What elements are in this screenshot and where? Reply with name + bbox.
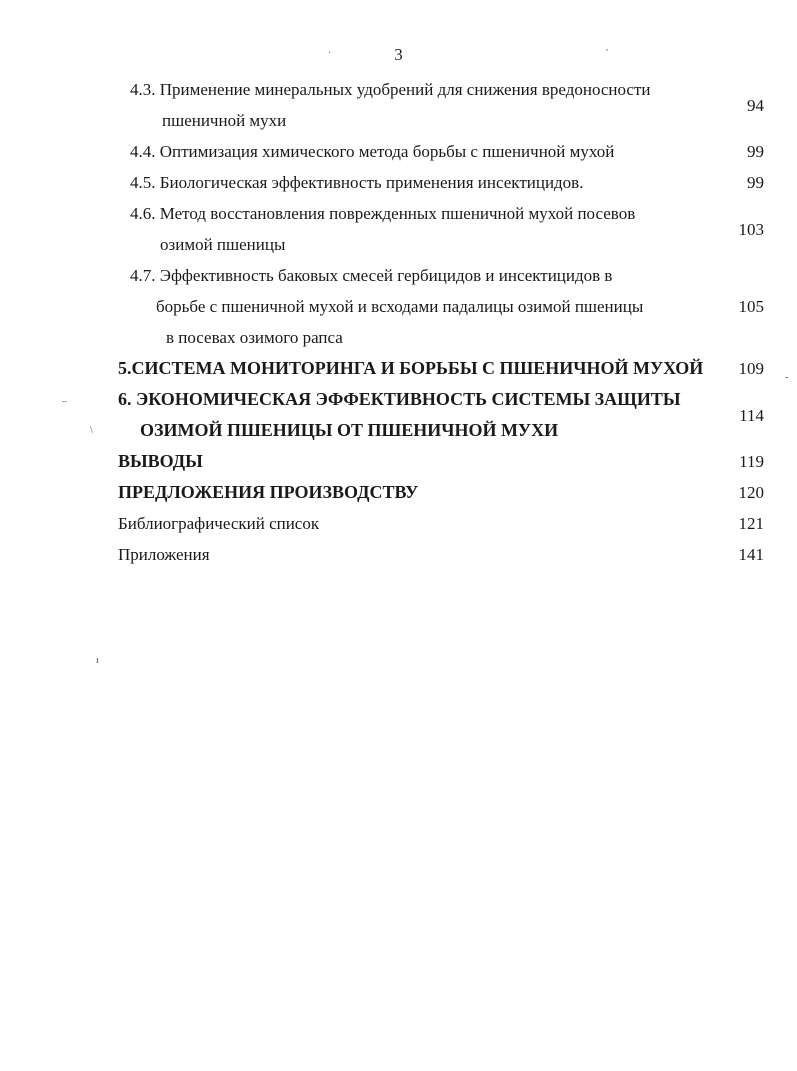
toc-page-number: 109 bbox=[738, 359, 764, 378]
toc-page-number: 114 bbox=[739, 405, 764, 425]
toc-entry-chapter-6[interactable] bbox=[118, 384, 764, 446]
toc-entry-text: озимой пшеницы bbox=[160, 235, 286, 254]
toc-page-number: 120 bbox=[738, 483, 764, 502]
toc-entry-text: пшеничной мухи bbox=[162, 111, 287, 130]
scan-speck: ′ bbox=[606, 48, 609, 59]
toc-entry-conclusions[interactable] bbox=[118, 446, 764, 477]
toc-page-number: 103 bbox=[738, 219, 764, 239]
toc-entry-text: в посевах озимого рапса bbox=[166, 328, 343, 347]
toc-page-number: 99 bbox=[747, 173, 764, 192]
toc-entry-text: 4.6. Метод восстановления поврежденных пшеничной мухой посевов bbox=[130, 204, 636, 223]
toc-page-number: 105 bbox=[738, 297, 764, 316]
toc-page-number: 94 bbox=[747, 95, 764, 115]
toc-page-number: 99 bbox=[747, 142, 764, 161]
toc-entry-4-4[interactable] bbox=[118, 136, 764, 167]
toc-page-number: 121 bbox=[738, 514, 764, 533]
toc-entry-bibliography[interactable] bbox=[118, 508, 764, 539]
toc-entry-4-3[interactable] bbox=[118, 74, 764, 136]
scan-speck: - bbox=[785, 372, 789, 383]
toc-entry-chapter-5[interactable] bbox=[118, 353, 764, 384]
toc-page-number: 119 bbox=[739, 452, 764, 471]
toc-page-number: 141 bbox=[738, 545, 764, 564]
toc-entry-text: Библиографический список bbox=[118, 514, 320, 533]
toc-entry-text: 4.5. Биологическая эффективность применения инсектицидов. bbox=[130, 173, 584, 192]
toc-entry-proposals[interactable] bbox=[118, 477, 764, 508]
toc-entry-text: Приложения bbox=[118, 545, 210, 564]
scan-speck: – bbox=[62, 396, 67, 407]
toc-entry-text: ПРЕДЛОЖЕНИЯ ПРОИЗВОДСТВУ bbox=[118, 482, 419, 502]
toc-entry-4-5[interactable] bbox=[118, 167, 764, 198]
toc-entry-appendices[interactable] bbox=[118, 539, 764, 570]
toc-entry-text: 6. ЭКОНОМИЧЕСКАЯ ЭФФЕКТИВНОСТЬ СИСТЕМЫ ЗАЩИТЫ bbox=[118, 389, 681, 409]
toc-entry-4-7[interactable] bbox=[118, 260, 764, 353]
toc-entry-text: 5.СИСТЕМА МОНИТОРИНГА И БОРЬБЫ С ПШЕНИЧНОЙ МУХОЙ bbox=[118, 358, 704, 378]
toc-entry-text: 4.7. Эффективность баковых смесей гербицидов и инсектицидов в bbox=[130, 266, 613, 285]
toc-entry-text: 4.3. Применение минеральных удобрений для снижения вредоносности bbox=[130, 80, 651, 99]
table-of-contents bbox=[118, 74, 764, 570]
toc-entry-4-6[interactable] bbox=[118, 198, 764, 260]
scan-speck: ı bbox=[96, 655, 99, 666]
toc-entry-text: ВЫВОДЫ bbox=[118, 451, 203, 471]
scan-speck: \ bbox=[90, 425, 93, 436]
page-number: 3 bbox=[394, 45, 403, 64]
toc-entry-text: 4.4. Оптимизация химического метода борьбы с пшеничной мухой bbox=[130, 142, 615, 161]
toc-entry-text: ОЗИМОЙ ПШЕНИЦЫ ОТ ПШЕНИЧНОЙ МУХИ bbox=[140, 420, 559, 440]
toc-entry-text: борьбе с пшеничной мухой и всходами падалицы озимой пшеницы bbox=[156, 297, 644, 316]
scan-speck: · bbox=[328, 48, 332, 59]
